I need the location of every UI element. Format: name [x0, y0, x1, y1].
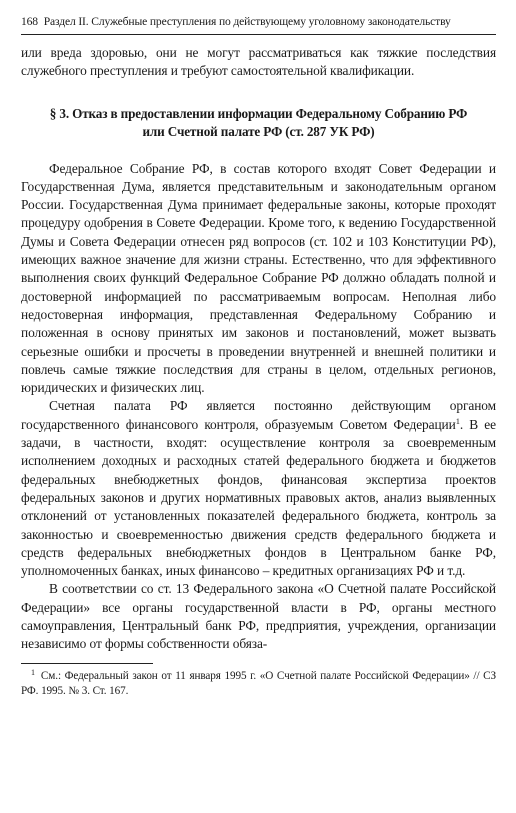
running-header — [21, 14, 496, 35]
paragraph-federal-assembly: Федеральное Собрание РФ, в состав которого входят Совет Федерации и Государственная Дума, является представительным и законодательным органом России. Государственная Дума принимает федеральные законы, которые проходят процедуру одобрения в Совете Федерации. Кроме того, к ведению Государственной Думы и Совета Федерации отнесен ряд вопросов (ст. 102 и 103 Конституции РФ), имеющих важное значение для жизни страны. Естественно, что для эффективного выполнения своих функций Федеральное Собрание РФ должно обладать полной и достоверной информацией по рассматриваемым вопросам. Неполная либо недостоверная информация, представленная Федеральному Собранию и положенная в основу принятых им законов и постановлений, может вызвать серьезные ошибки и просчеты в проведении внутренней и внешней политики и повлечь самые тяжкие последствия для страны в целом, отдельных регионов, юридических и физических лиц. — [21, 160, 496, 396]
footnote — [21, 669, 496, 699]
footnote-mark: 1 — [31, 667, 35, 677]
continuation-paragraph: или вреда здоровью, они не могут рассматриваться как тяжкие последствия служебного преступления и требуют самостоятельной квалификации. — [21, 45, 496, 79]
footnote-reference: 1 — [455, 415, 460, 426]
footnote-text: См.: Федеральный закон от 11 января 1995 г. «О Счетной палате Российской Федерации» // СЗ РФ. 1995. № 3. Ст. 167. — [21, 669, 496, 697]
paragraph-accounts-chamber-text-a: Счетная палата РФ является постоянно действующим органом государственного финансового контроля, образуемым Советом Федерации — [21, 398, 496, 432]
paragraph-article-13: В соответствии со ст. 13 Федерального закона «О Счетной палате Российской Федерации» все органы государственной власти в РФ, органы местного самоуправления, Центральный банк РФ, предприятия, учреждения, организации независимо от формы собственности обяза- — [21, 581, 496, 652]
section-title-line-1: § 3. Отказ в предоставлении информации Федеральному Собранию РФ — [49, 105, 468, 121]
paragraph-accounts-chamber-text-b: . В ее задачи, в частности, входят: осуществление контроля за своевременным исполнением доходных и расходных статей федерального бюджета и бюджетов федеральных внебюджетных фондов, финансовая экспертиза проектов федеральных законов и других нормативных правовых актов, анализ выявленных отклонений от установленных показателей федерального бюджета, контроль за законностью и своевременностью движения средств федерального бюджета и средств федеральных внебюджетных фондов в Центральном банке РФ, уполномоченных банках, иных финансово – кредитных организациях РФ и т.д. — [21, 416, 496, 579]
page-number: 168 — [21, 15, 38, 28]
section-title — [21, 105, 496, 141]
footnote-divider — [21, 663, 153, 664]
paragraph-accounts-chamber — [21, 397, 496, 580]
running-title: Раздел II. Служебные преступления по действующему уголовному законодательству — [43, 15, 451, 28]
section-title-line-2: или Счетной палате РФ (ст. 287 УК РФ) — [142, 123, 375, 139]
